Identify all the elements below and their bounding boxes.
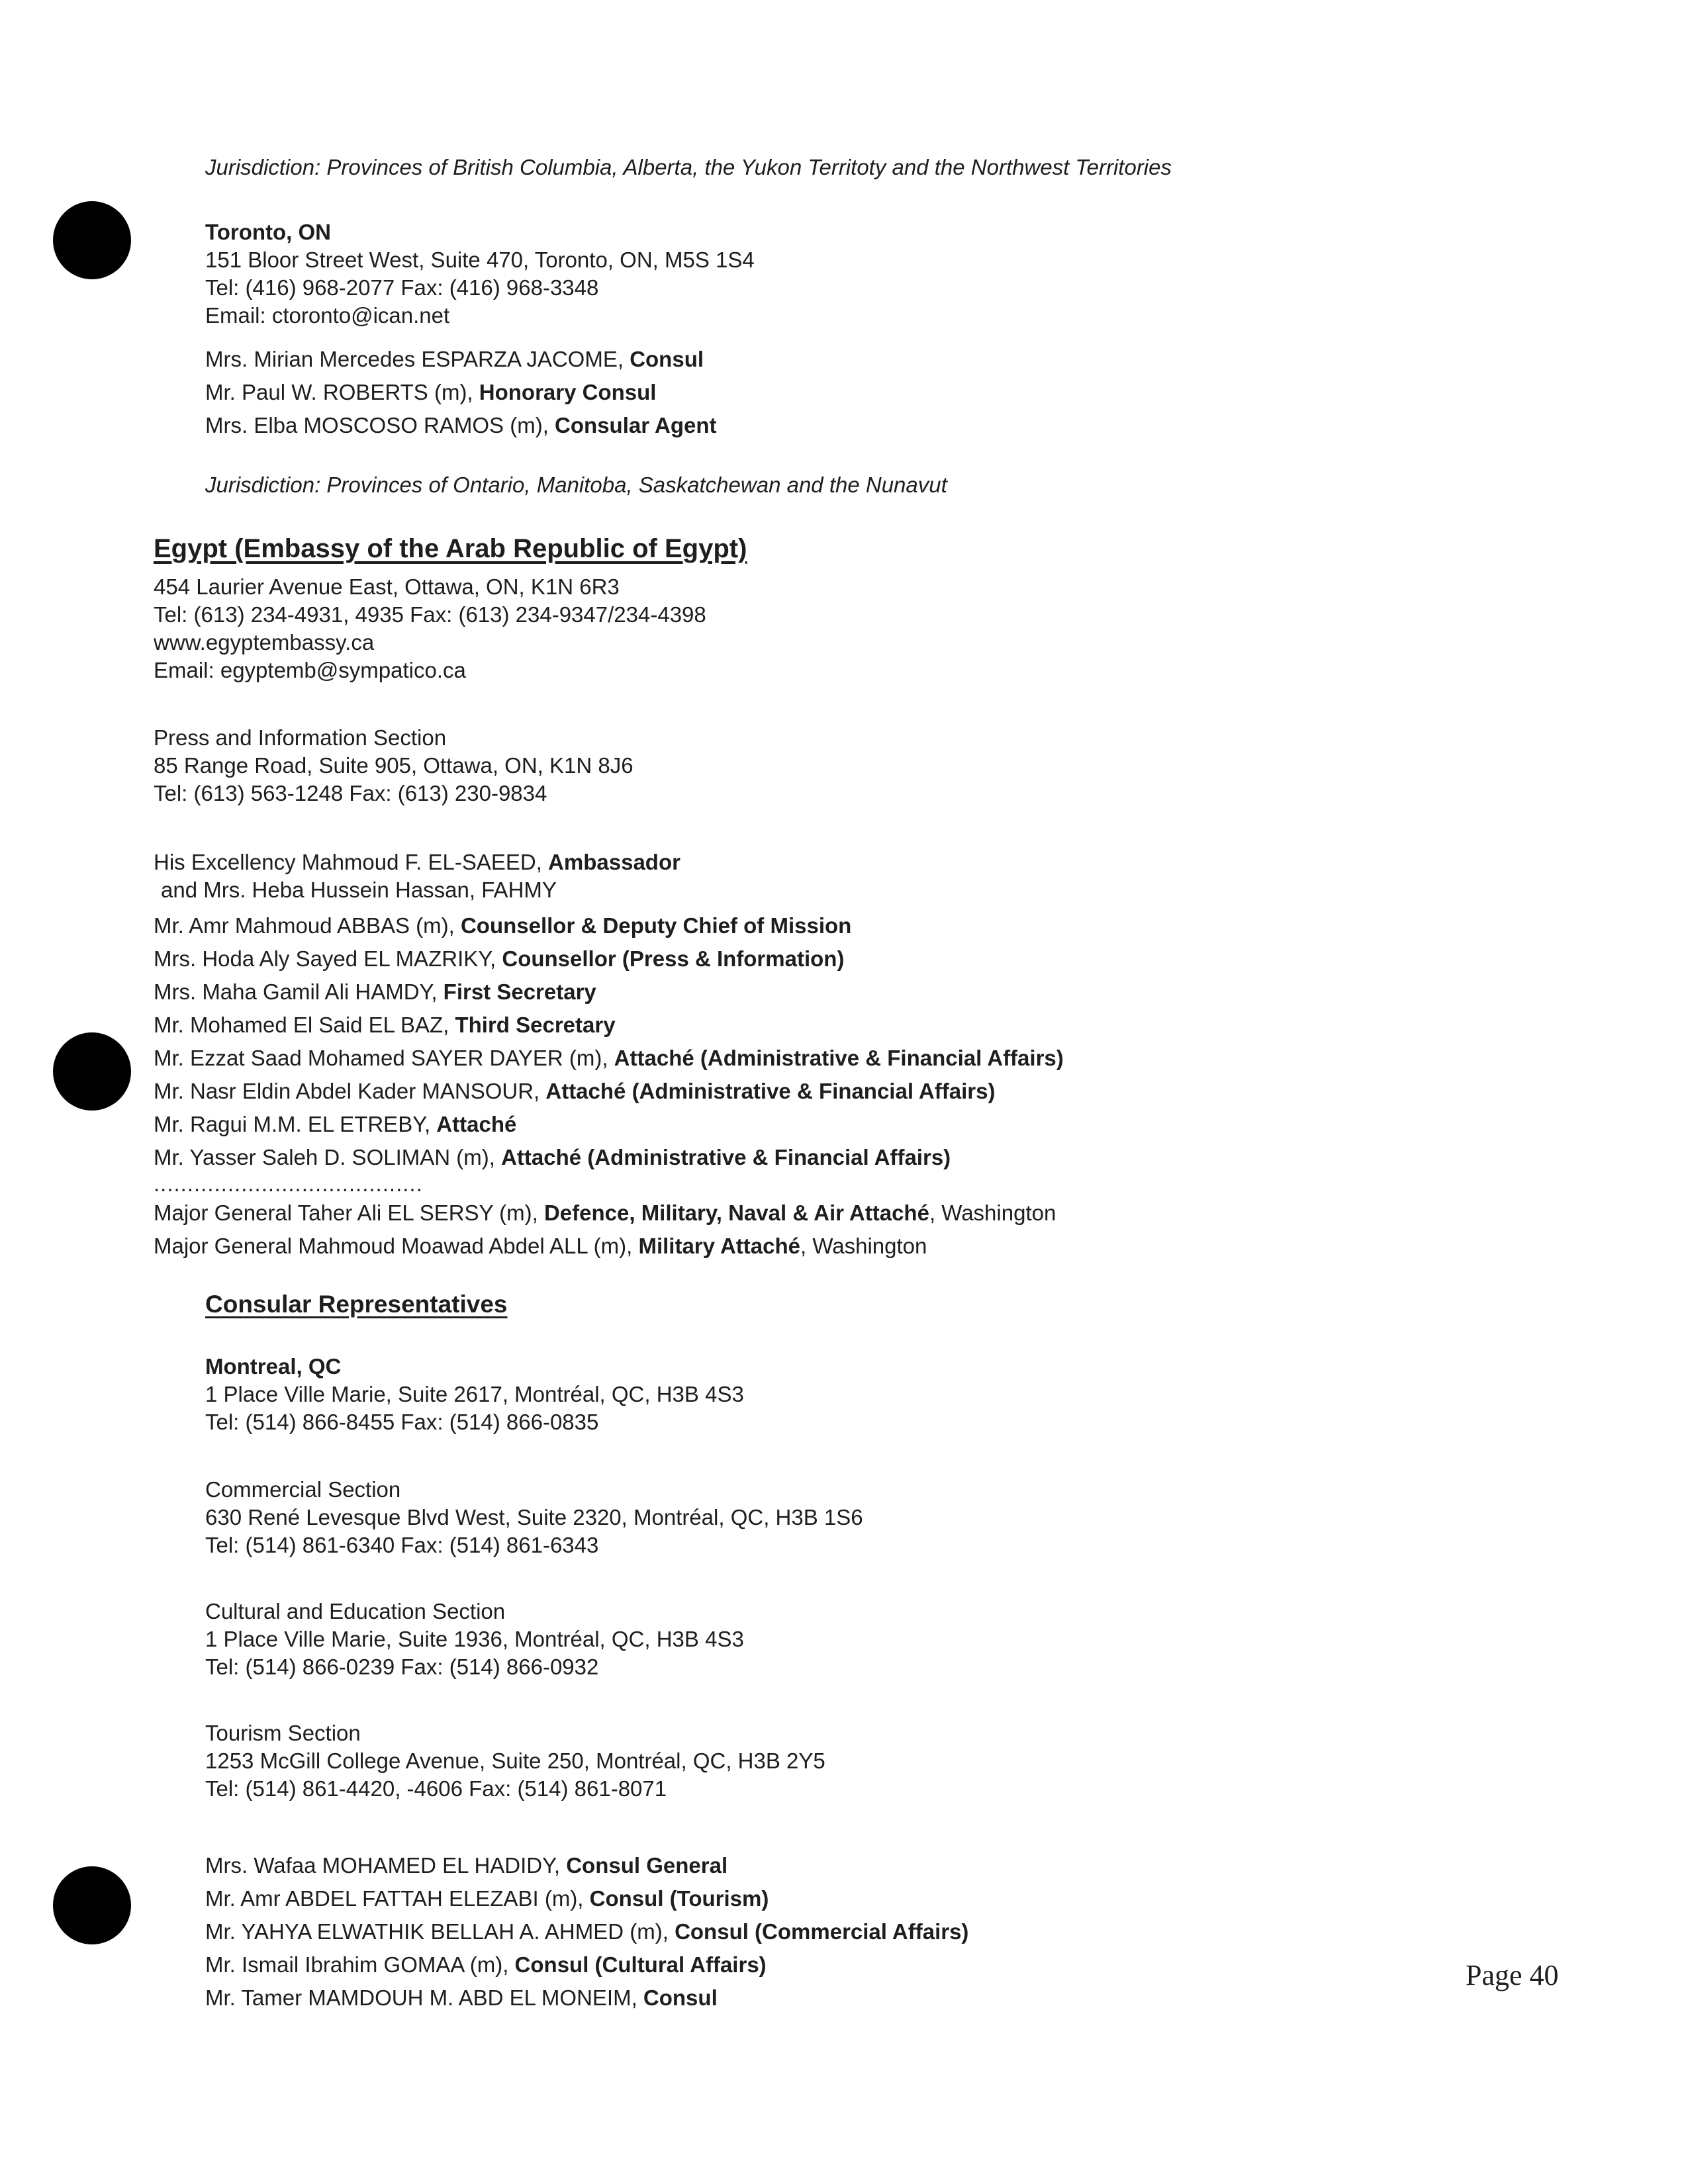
punch-hole-middle xyxy=(53,1032,131,1111)
embassy-contact-block xyxy=(154,573,706,684)
page-number: Page 40 xyxy=(1466,1959,1559,1991)
phone-fax: Tel: (514) 861-6340 Fax: (514) 861-6343 xyxy=(205,1533,599,1557)
staff-title: Third Secretary xyxy=(455,1013,616,1037)
jurisdiction-previous: Jurisdiction: Provinces of British Columbia, Alberta, the Yukon Territoty and the Northwest Territories xyxy=(205,155,1172,179)
staff-entry xyxy=(205,1882,968,1915)
staff-title: Attaché (Administrative & Financial Affairs) xyxy=(501,1145,951,1169)
staff-name: Mr. Paul W. ROBERTS (m), xyxy=(205,380,479,404)
section-name: Tourism Section xyxy=(205,1721,361,1745)
dotted-separator: ........................................ xyxy=(154,1171,423,1196)
staff-location: , Washington xyxy=(800,1234,927,1258)
toronto-staff-list xyxy=(205,343,717,442)
staff-name: Mr. Ezzat Saad Mohamed SAYER DAYER (m), xyxy=(154,1046,614,1070)
commercial-section-block xyxy=(205,1476,863,1559)
military-attache-list xyxy=(154,1197,1056,1263)
staff-title: Counsellor (Press & Information) xyxy=(502,946,845,971)
country-heading: Egypt (Embassy of the Arab Republic of Egypt) xyxy=(154,534,747,563)
staff-title: Attaché xyxy=(436,1112,517,1136)
staff-title: First Secretary xyxy=(443,979,596,1004)
military-entry xyxy=(154,1230,1056,1263)
staff-name: Mrs. Maha Gamil Ali HAMDY, xyxy=(154,979,444,1004)
address: 630 René Levesque Blvd West, Suite 2320, Montréal, QC, H3B 1S6 xyxy=(205,1505,863,1529)
email: Email: ctoronto@ican.net xyxy=(205,303,450,328)
staff-name: Mr. Yasser Saleh D. SOLIMAN (m), xyxy=(154,1145,502,1169)
staff-title: Attaché (Administrative & Financial Affairs) xyxy=(545,1079,996,1103)
staff-name: Mr. Tamer MAMDOUH M. ABD EL MONEIM, xyxy=(205,1985,643,2010)
staff-entry xyxy=(154,909,1064,942)
staff-location: , Washington xyxy=(929,1201,1056,1225)
staff-entry xyxy=(154,1141,1064,1174)
address: 85 Range Road, Suite 905, Ottawa, ON, K1N 8J6 xyxy=(154,753,633,778)
staff-entry xyxy=(154,1108,1064,1141)
phone-fax: Tel: (613) 234-4931, 4935 Fax: (613) 234-9347/234-4398 xyxy=(154,602,706,627)
staff-entry xyxy=(154,1075,1064,1108)
email: Email: egyptemb@sympatico.ca xyxy=(154,658,466,682)
staff-entry xyxy=(154,1009,1064,1042)
consular-heading: Consular Representatives xyxy=(205,1291,508,1318)
section-name: Commercial Section xyxy=(205,1477,401,1502)
ambassador-name: His Excellency Mahmoud F. EL-SAEED, xyxy=(154,850,549,874)
staff-name: Mr. Nasr Eldin Abdel Kader MANSOUR, xyxy=(154,1079,546,1103)
staff-entry xyxy=(205,376,717,409)
staff-entry xyxy=(205,343,717,376)
staff-title: Consul xyxy=(630,347,704,371)
city-heading: Toronto, ON xyxy=(205,220,332,244)
staff-title: Military Attaché xyxy=(638,1234,800,1258)
staff-entry xyxy=(205,409,717,442)
phone-fax: Tel: (514) 861-4420, -4606 Fax: (514) 861-8071 xyxy=(205,1776,667,1801)
montreal-contact-block xyxy=(205,1353,744,1436)
address: 1253 McGill College Avenue, Suite 250, Montréal, QC, H3B 2Y5 xyxy=(205,1749,825,1773)
address: 454 Laurier Avenue East, Ottawa, ON, K1N 6R3 xyxy=(154,574,620,599)
staff-name: Mr. Mohamed El Said EL BAZ, xyxy=(154,1013,455,1037)
tourism-section-block xyxy=(205,1719,825,1803)
staff-name: Mrs. Elba MOSCOSO RAMOS (m), xyxy=(205,413,555,437)
toronto-contact-block xyxy=(205,218,755,330)
staff-name: Mr. Ragui M.M. EL ETREBY, xyxy=(154,1112,437,1136)
staff-name: Mr. Amr Mahmoud ABBAS (m), xyxy=(154,913,461,938)
website: www.egyptembassy.ca xyxy=(154,630,375,655)
staff-title: Consul General xyxy=(566,1853,728,1878)
address: 151 Bloor Street West, Suite 470, Toronto, ON, M5S 1S4 xyxy=(205,248,755,272)
staff-name: Major General Taher Ali EL SERSY (m), xyxy=(154,1201,544,1225)
staff-name: Mr. YAHYA ELWATHIK BELLAH A. AHMED (m), xyxy=(205,1919,675,1944)
embassy-staff-list xyxy=(154,909,1064,1174)
staff-title: Consular Agent xyxy=(555,413,717,437)
city-heading: Montreal, QC xyxy=(205,1354,342,1379)
ambassador-block xyxy=(154,848,680,904)
staff-entry xyxy=(205,1948,968,1981)
staff-entry xyxy=(154,976,1064,1009)
ambassador-entry xyxy=(154,848,680,876)
staff-title: Attaché (Administrative & Financial Affairs) xyxy=(614,1046,1064,1070)
military-entry xyxy=(154,1197,1056,1230)
phone-fax: Tel: (514) 866-0239 Fax: (514) 866-0932 xyxy=(205,1655,599,1679)
address: 1 Place Ville Marie, Suite 1936, Montréal, QC, H3B 4S3 xyxy=(205,1627,744,1651)
phone-fax: Tel: (416) 968-2077 Fax: (416) 968-3348 xyxy=(205,275,599,300)
ambassador-title: Ambassador xyxy=(548,850,680,874)
staff-entry xyxy=(154,1042,1064,1075)
montreal-staff-list xyxy=(205,1849,968,2015)
staff-title: Consul xyxy=(643,1985,718,2010)
staff-name: Mr. Ismail Ibrahim GOMAA (m), xyxy=(205,1952,515,1977)
staff-title: Consul (Cultural Affairs) xyxy=(514,1952,767,1977)
staff-title: Consul (Commercial Affairs) xyxy=(675,1919,969,1944)
punch-hole-bottom xyxy=(53,1866,131,1944)
staff-entry xyxy=(154,942,1064,976)
staff-entry xyxy=(205,1915,968,1948)
staff-name: Mrs. Mirian Mercedes ESPARZA JACOME, xyxy=(205,347,630,371)
cultural-section-block xyxy=(205,1598,744,1681)
staff-title: Honorary Consul xyxy=(479,380,657,404)
phone-fax: Tel: (514) 866-8455 Fax: (514) 866-0835 xyxy=(205,1410,599,1434)
press-section-block xyxy=(154,724,633,807)
staff-title: Defence, Military, Naval & Air Attaché xyxy=(543,1201,929,1225)
section-name: Cultural and Education Section xyxy=(205,1599,506,1623)
staff-entry xyxy=(205,1849,968,1882)
section-name: Press and Information Section xyxy=(154,725,447,750)
staff-name: Mrs. Wafaa MOHAMED EL HADIDY, xyxy=(205,1853,567,1878)
staff-name: Mrs. Hoda Aly Sayed EL MAZRIKY, xyxy=(154,946,502,971)
ambassador-spouse: and Mrs. Heba Hussein Hassan, FAHMY xyxy=(161,878,557,902)
staff-entry xyxy=(205,1981,968,2015)
staff-name: Mr. Amr ABDEL FATTAH ELEZABI (m), xyxy=(205,1886,590,1911)
staff-title: Counsellor & Deputy Chief of Mission xyxy=(460,913,852,938)
jurisdiction-toronto: Jurisdiction: Provinces of Ontario, Manitoba, Saskatchewan and the Nunavut xyxy=(205,473,947,497)
staff-name: Major General Mahmoud Moawad Abdel ALL (m), xyxy=(154,1234,639,1258)
address: 1 Place Ville Marie, Suite 2617, Montréal, QC, H3B 4S3 xyxy=(205,1382,744,1406)
phone-fax: Tel: (613) 563-1248 Fax: (613) 230-9834 xyxy=(154,781,547,805)
punch-hole-top xyxy=(53,201,131,279)
staff-title: Consul (Tourism) xyxy=(589,1886,769,1911)
